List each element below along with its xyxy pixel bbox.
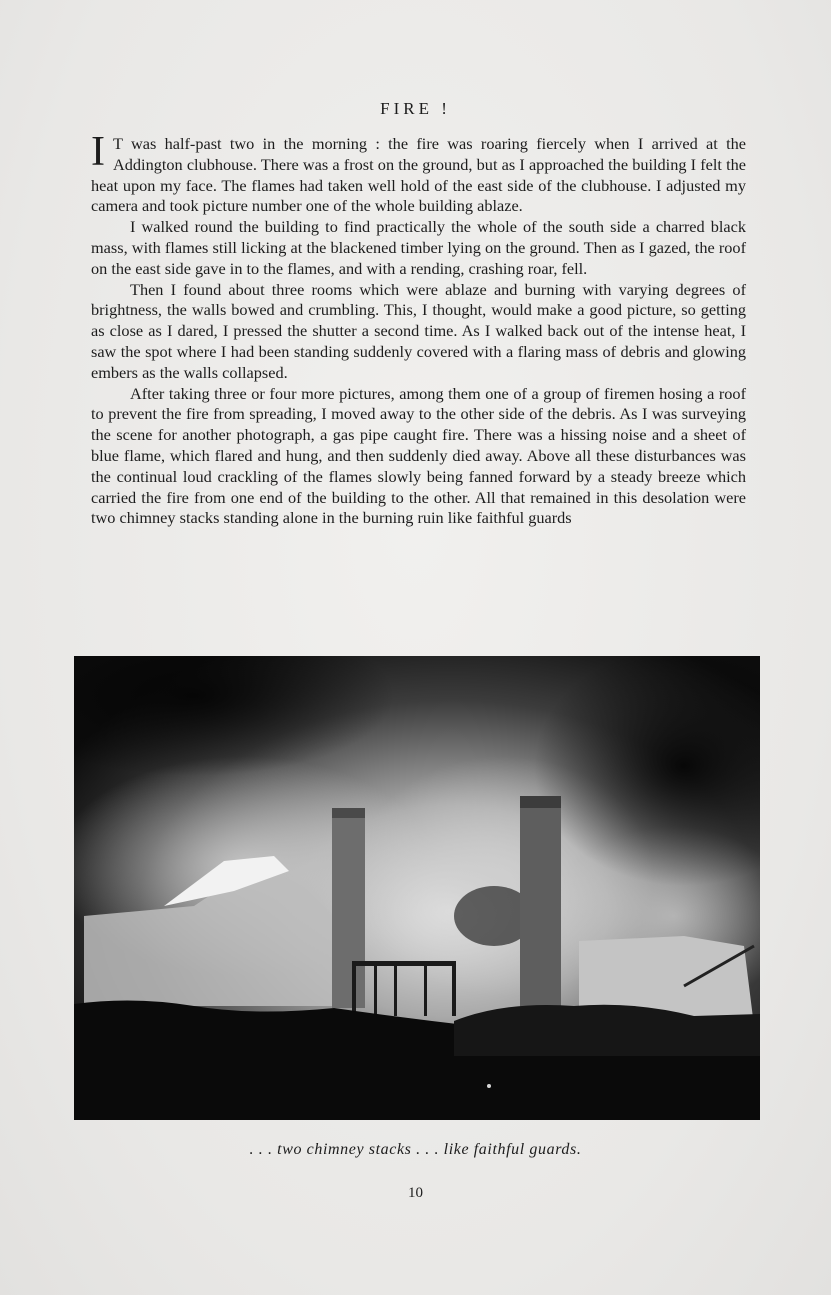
paragraph-1-text: T was half-past two in the morning : the fire was roaring fiercely when I arrived at the Addington clubhouse. There was a frost on the ground, but as I approached the building I felt the heat upon my face. The flames had taken well hold of the east side of the clubhouse. I adjusted my camera and took picture number one of the whole building ablaze. bbox=[91, 134, 746, 216]
photo-caption: . . . two chimney stacks . . . like faithful guards. bbox=[249, 1141, 582, 1158]
paragraph-2: I walked round the building to find practically the whole of the south side a charred black mass, with flames still licking at the blackened timber lying on the ground. Then as I gazed, the roof on the east side gave in to the flames, and with a rending, crashing roar, fell. bbox=[91, 217, 746, 278]
drop-cap: I bbox=[91, 129, 105, 175]
page-number: 10 bbox=[408, 1185, 423, 1201]
article-title: FIRE ! bbox=[380, 99, 451, 118]
paragraph-1 bbox=[91, 129, 746, 217]
paragraph-4: After taking three or four more pictures, among them one of a group of firemen hosing a roof to prevent the fire from spreading, I moved away to the other side of the debris. As I was surveying the scene for another photograph, a gas pipe caught fire. There was a hissing noise and a sheet of blue flame, which flared and hung, and then suddenly died away. Above all these disturbances was the continual loud crackling of the flames slowly being fanned forward by a steady breeze which carried the fire from one end of the building to the other. All that remained in this desolation were two chimney stacks standing alone in the burning ruin like faithful guards bbox=[91, 383, 746, 528]
fire-photograph bbox=[74, 656, 760, 1120]
paragraph-3: Then I found about three rooms which were ablaze and burning with varying degrees of brightness, the walls bowed and crumbling. This, I thought, would make a good picture, so getting as close as I dared, I pressed the shutter a second time. As I walked back out of the intense heat, I saw the spot where I had been standing suddenly covered with a flaring mass of debris and glowing embers as the walls collapsed. bbox=[91, 279, 746, 382]
article-body bbox=[91, 129, 746, 529]
